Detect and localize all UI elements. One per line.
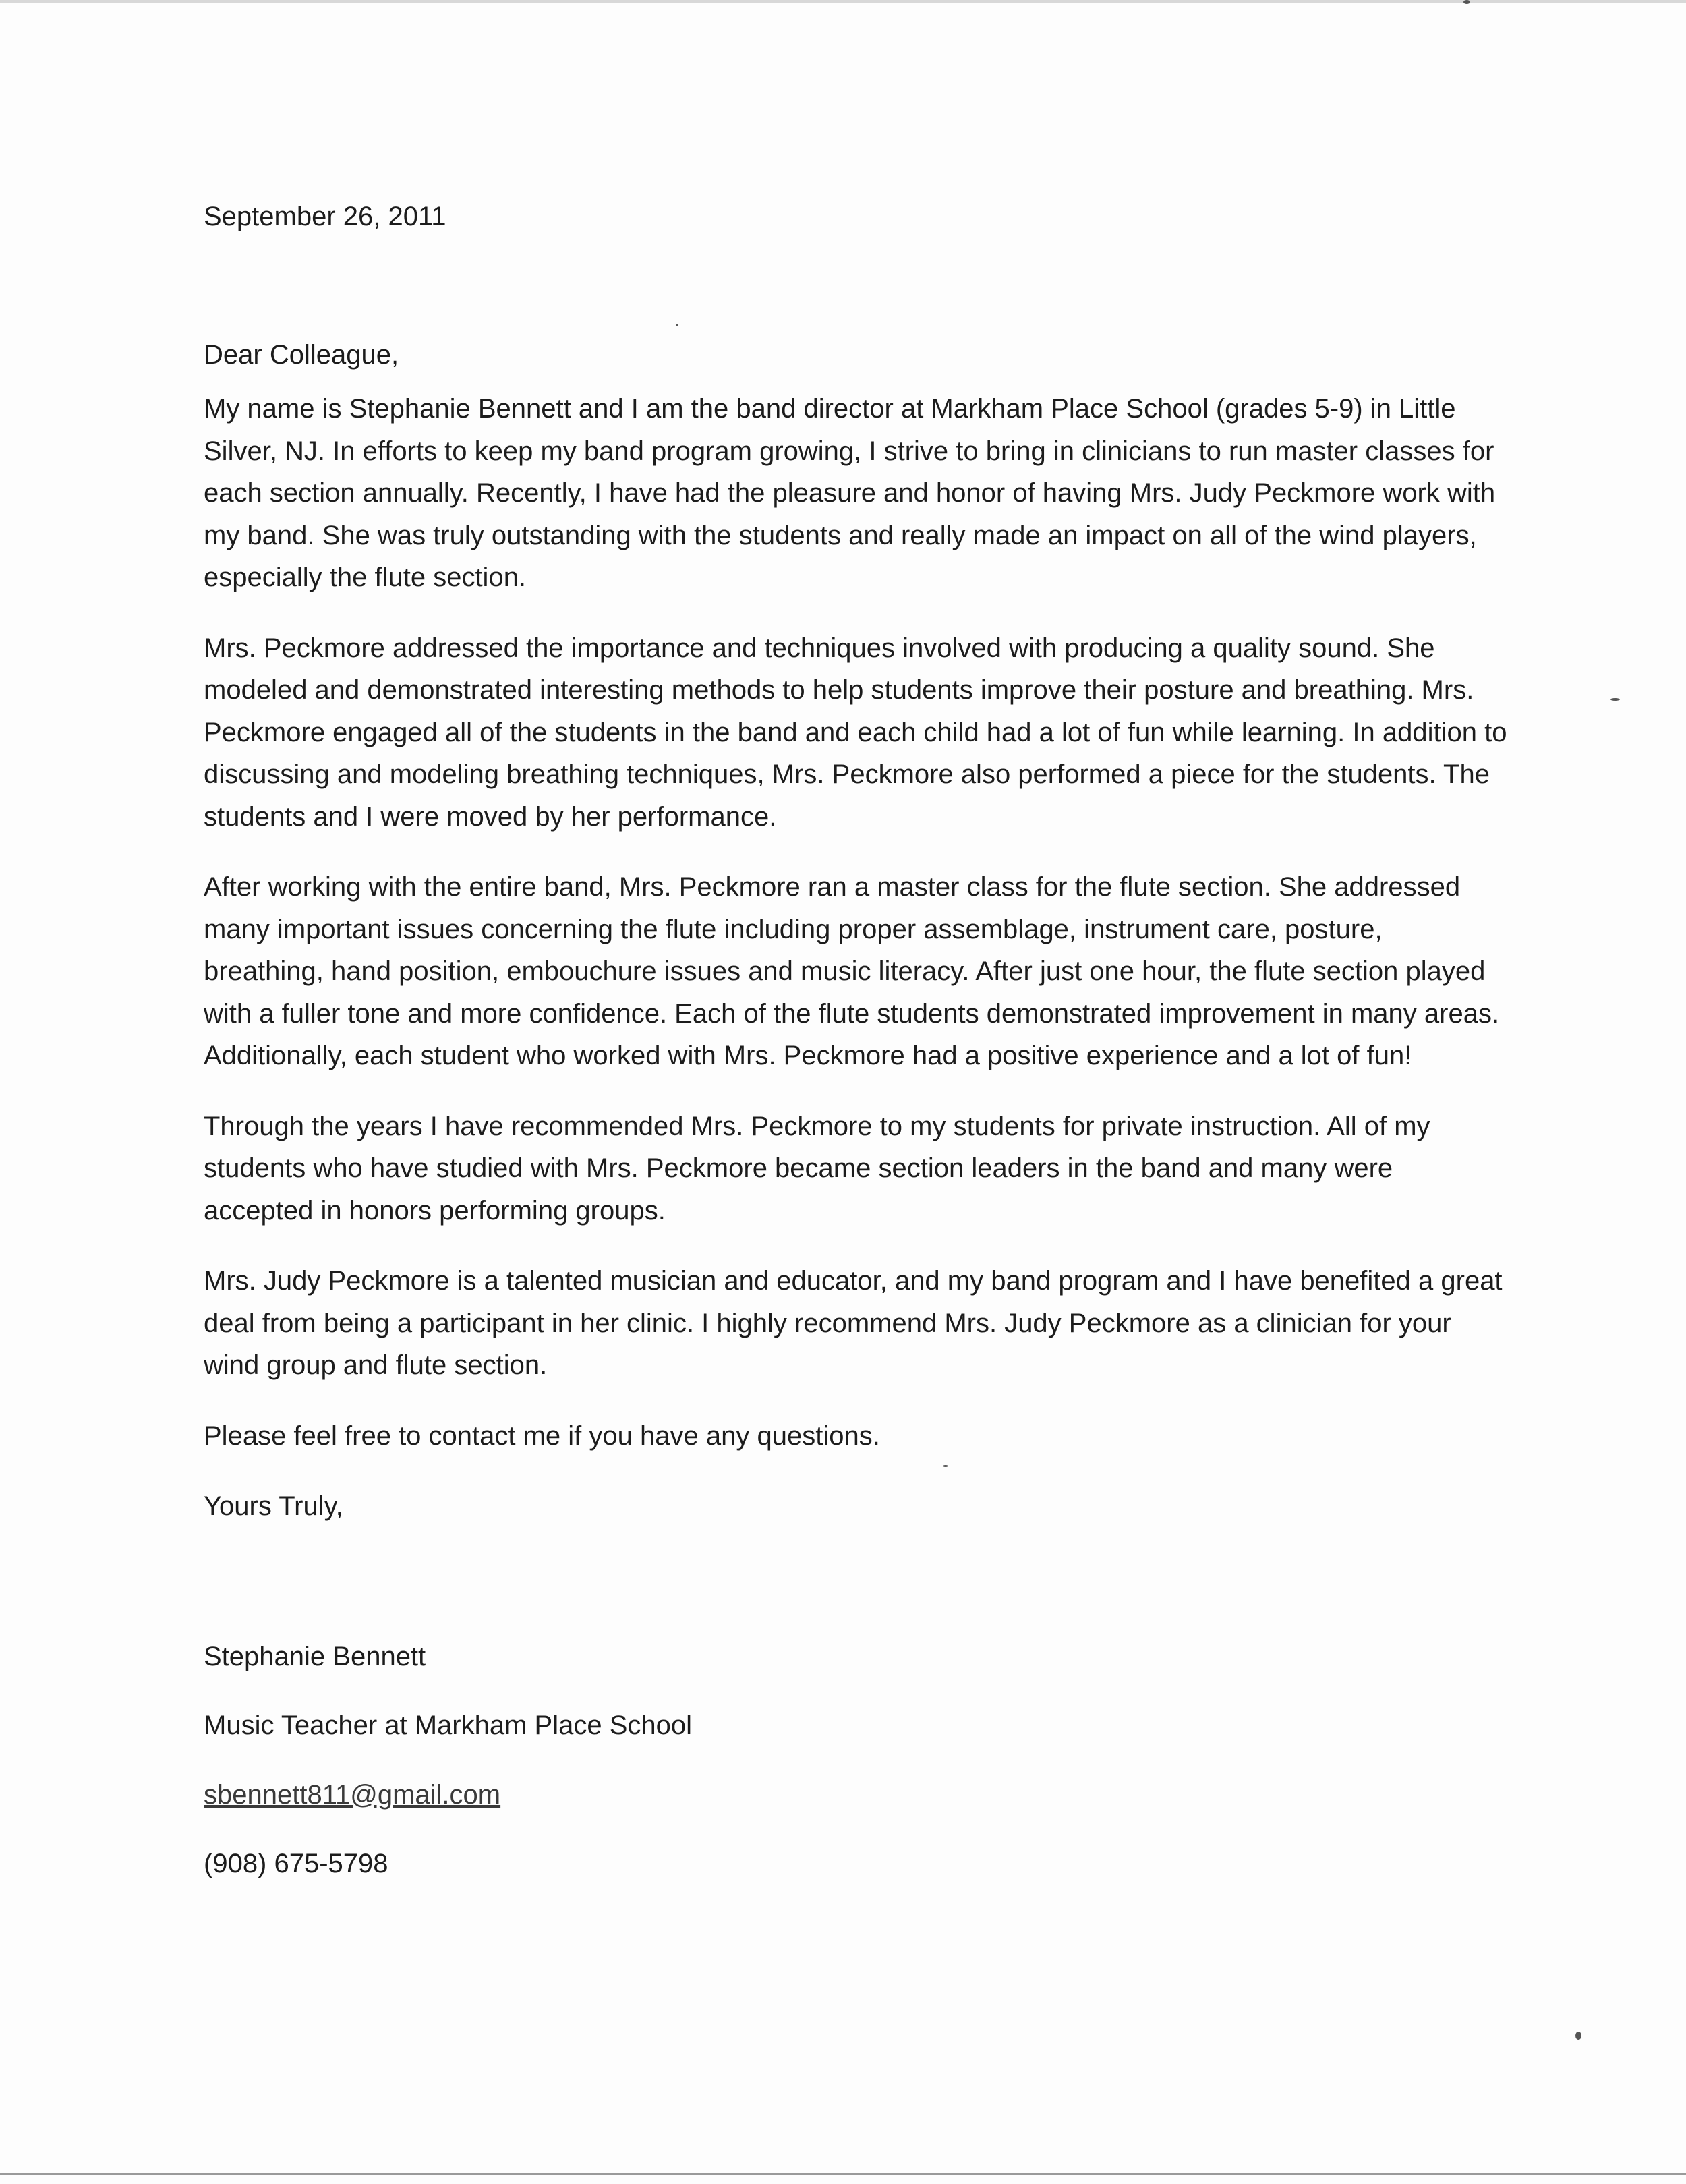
paragraph-master-class: After working with the entire band, Mrs. Peckmore ran a master class for the flute section. She addressed many important issues concerning the flute including proper assemblage, instrument care, posture, breathing, hand position, embouchure issues and music literacy. After just one hour, the flute section played with a fuller tone and more confidence. Each of the flute students demonstrated improvement in many areas. Additionally, each student who worked with Mrs. Peckmore had a positive experience and a lot of fun! xyxy=(204,872,1500,1070)
letter-body xyxy=(204,196,1509,1912)
paragraph-techniques: Mrs. Peckmore addressed the importance and techniques involved with producing a quality sound. She modeled and demonstrated interesting methods to help students improve their posture and breathing. Mrs. Peckmore engaged all of the students in the band and each child had a lot of fun while learning. In addition to discussing and modeling breathing techniques, Mrs. Peckmore also performed a piece for the students. The students and I were moved by her performance. xyxy=(204,633,1507,832)
salutation: Dear Colleague, xyxy=(204,339,399,370)
paragraph-contact: Please feel free to contact me if you have any questions. xyxy=(204,1420,880,1451)
signature-title: Music Teacher at Markham Place School xyxy=(204,1711,693,1740)
scan-speck xyxy=(1575,2032,1581,2040)
signature-email-link[interactable]: sbennett811@gmail.com xyxy=(204,1779,501,1810)
scan-bottom-edge xyxy=(0,2173,1686,2175)
paragraph-recommendation: Mrs. Judy Peckmore is a talented musician and educator, and my band program and I have benefited a great deal from being a participant in her clinic. I highly recommend Mrs. Judy Peckmore as a clinician for your wind group and flute section. xyxy=(204,1266,1503,1380)
closing: Yours Truly, xyxy=(204,1491,343,1521)
letter-date: September 26, 2011 xyxy=(204,202,446,231)
scan-speck xyxy=(1610,698,1620,701)
signature-phone: (908) 675-5798 xyxy=(204,1849,388,1878)
paragraph-introduction: My name is Stephanie Bennett and I am the band director at Markham Place School (grades 5-9) in Little Silver, NJ. In efforts to keep my band program growing, I strive to bring in clinicians to run master classes for each section annually. Recently, I have had the pleasure and honor of having Mrs. Judy Peckmore work with my band. She was truly outstanding with the students and really made an impact on all of the wind players, especially the flute section. xyxy=(204,394,1496,592)
scan-speck xyxy=(1463,0,1470,4)
scan-top-edge xyxy=(0,0,1686,3)
signature-name: Stephanie Bennett xyxy=(204,1641,426,1671)
paragraph-private-instruction: Through the years I have recommended Mrs. Peckmore to my students for private instruction. All of my students who have studied with Mrs. Peckmore became section leaders in the band and many were accepted in honors performing groups. xyxy=(204,1111,1430,1226)
